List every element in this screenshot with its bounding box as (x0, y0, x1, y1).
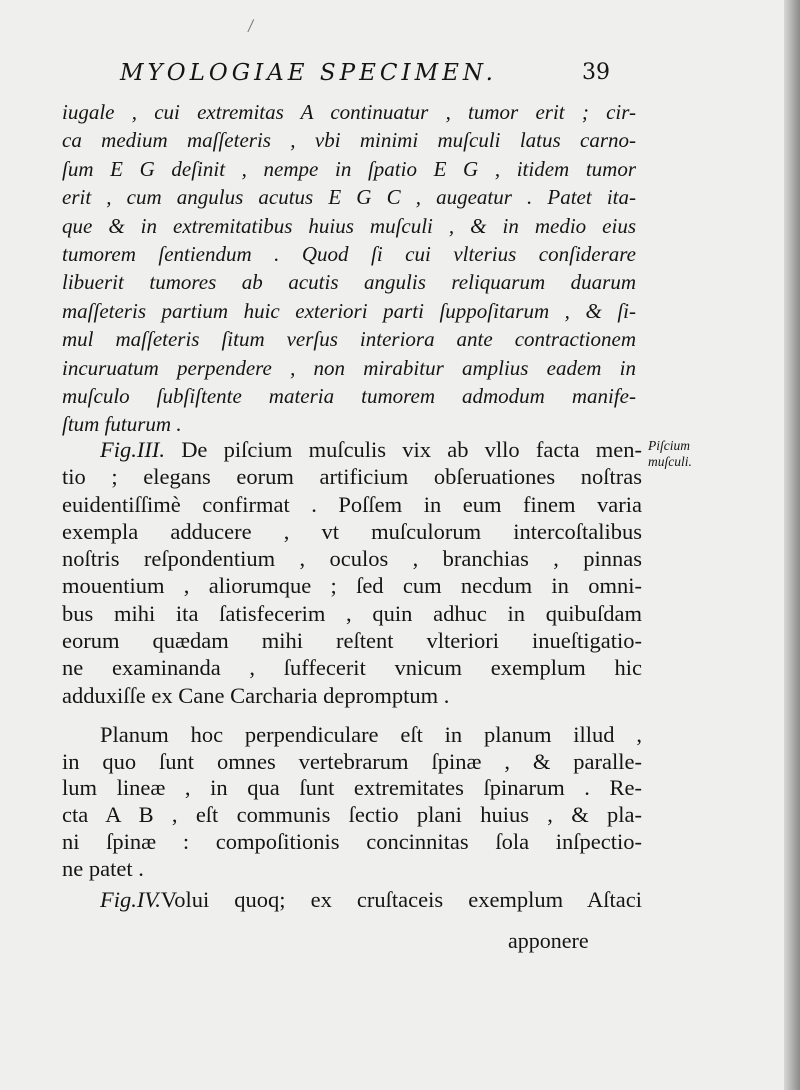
text-line: ca medium maſſeteris , vbi minimi muſculi latus carno- (62, 128, 636, 153)
text-line: noſtris reſpondentium , oculos , branchias , pinnas (62, 546, 642, 572)
running-header (120, 60, 610, 96)
text-line: ſum E G deſinit , nempe in ſpatio E G , itidem tumor (62, 156, 636, 181)
fig4-paragraph (62, 886, 642, 913)
text-line: exempla adducere , vt muſculorum intercoſtalibus (62, 518, 642, 544)
text-line: erit , cum angulus acutus E G C , augeatur . Patet ita- (62, 185, 636, 210)
text-line: iugale , cui extremitas A continuatur , tumor erit ; cir- (62, 100, 636, 124)
ink-speck (247, 19, 259, 35)
text-line-first (62, 886, 642, 913)
planum-paragraph (62, 722, 642, 882)
text-line: mouentium , aliorumque ; ſed cum necdum in omni- (62, 573, 642, 599)
text-span: Volui quoq; ex cruſtaceis exemplum Aſtaci (160, 887, 642, 912)
figure-reference: Fig.IV. (100, 887, 161, 912)
text-line: adduxiſſe ex Cane Carcharia depromptum . (62, 682, 450, 708)
text-line: tumorem ſentiendum . Quod ſi cui vlterius conſiderare (62, 242, 636, 267)
text-line: que & in extremitatibus huius muſculi , & in medio eius (62, 213, 636, 238)
text-line: mul maſſeteris ſitum verſus interiora ante contractionem (62, 327, 636, 352)
text-line: maſſeteris partium huic exteriori parti ſuppoſitarum , & ſi- (62, 298, 636, 323)
text-line: eorum quædam mihi reſtent vlteriori inueſtigatio- (62, 628, 642, 654)
margin-note (648, 438, 728, 470)
text-line: ſtum futurum . (62, 412, 182, 437)
text-line: in quo ſunt omnes vertebrarum ſpinæ , & paralle- (62, 748, 642, 774)
text-line: bus mihi ita ſatisfecerim , quin adhuc in quibuſdam (62, 600, 642, 626)
page-edge-shadow (784, 0, 800, 1090)
page-number: 39 (582, 60, 610, 85)
text-line-first (62, 436, 642, 463)
fig3-paragraph (62, 436, 642, 709)
text-line: ne patet . (62, 855, 144, 881)
text-line: euidentiſſimè confirmat . Poſſem in eum finem varia (62, 491, 642, 517)
running-title: MYOLOGIAE SPECIMEN. (120, 60, 497, 86)
margin-note-line: Piſcium (648, 438, 690, 453)
text-line: incuruatum perpendere , non mirabitur amplius eadem in (62, 355, 636, 380)
text-span: De piſcium muſculis vix ab vllo facta men- (181, 437, 642, 462)
text-line: cta A B , eſt communis ſectio plani huius , & pla- (62, 802, 642, 828)
text-line: ne examinanda , ſuffecerit vnicum exemplum hic (62, 655, 642, 681)
text-line: muſculo ſubſiſtente materia tumorem admodum manife- (62, 384, 636, 409)
text-line: ni ſpinæ : compoſitionis concinnitas ſola inſpectio- (62, 828, 642, 854)
text-line: tio ; elegans eorum artificium obſeruationes noſtras (62, 464, 642, 490)
text-line-first: Planum hoc perpendiculare eſt in planum illud , (100, 722, 642, 747)
figure-reference: Fig.III. (100, 437, 165, 462)
italic-paragraph (62, 98, 636, 439)
text-line: libuerit tumores ab acutis angulis reliquarum duarum (62, 270, 636, 295)
text-line: lum lineæ , in qua ſunt extremitates ſpinarum . Re- (62, 775, 642, 801)
margin-note-line: muſculi. (648, 454, 692, 469)
catchword: apponere (508, 928, 589, 953)
